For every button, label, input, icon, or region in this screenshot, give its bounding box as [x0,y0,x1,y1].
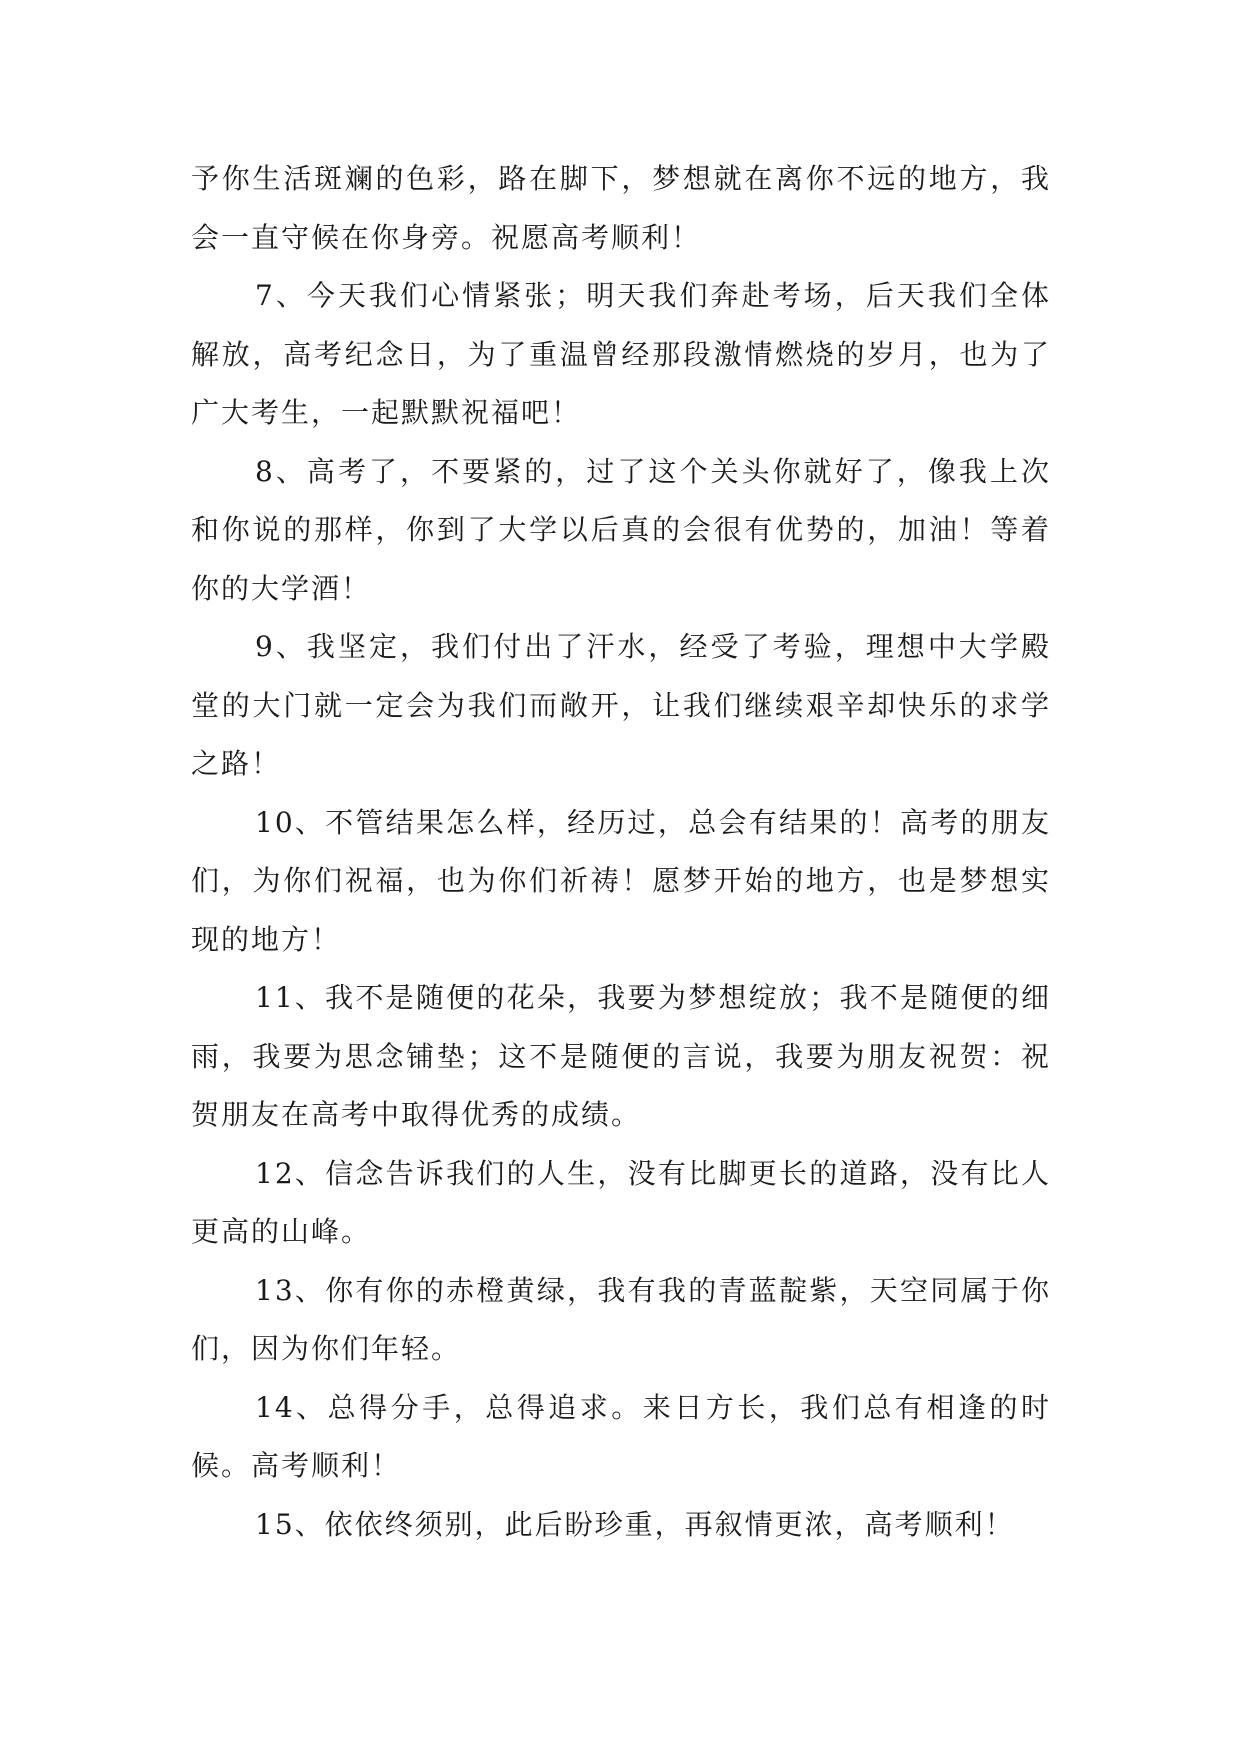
paragraph-item-11: 11、我不是随便的花朵，我要为梦想绽放；我不是随便的细雨，我要为思念铺垫；这不是随便的言说，我要为朋友祝贺：祝贺朋友在高考中取得优秀的成绩。 [191,981,1051,1131]
paragraph-continuation: 予你生活斑斓的色彩，路在脚下，梦想就在离你不远的地方，我会一直守候在你身旁。祝愿高考顺利！ [191,162,1051,254]
paragraph-item-9: 9、我坚定，我们付出了汗水，经受了考验，理想中大学殿堂的大门就一定会为我们而敞开，让我们继续艰辛却快乐的求学之路！ [191,630,1051,780]
paragraph-item-12: 12、信念告诉我们的人生，没有比脚更长的道路，没有比人更高的山峰。 [191,1156,1051,1248]
paragraph-item-15: 15、依依终须别，此后盼珍重，再叙情更浓，高考顺利！ [255,1507,1015,1541]
paragraph-item-13: 13、你有你的赤橙黄绿，我有我的青蓝靛紫，天空同属于你们，因为你们年轻。 [191,1273,1051,1365]
paragraph-item-8: 8、高考了，不要紧的，过了这个关头你就好了，像我上次和你说的那样，你到了大学以后真的会很有优势的，加油！等着你的大学酒！ [191,454,1051,605]
document-body [191,150,1051,1554]
paragraph-item-14: 14、总得分手，总得追求。来日方长，我们总有相逢的时候。高考顺利！ [191,1390,1051,1482]
paragraph-item-10: 10、不管结果怎么样，经历过，总会有结果的！高考的朋友们，为你们祝福，也为你们祈祷！愿梦开始的地方，也是梦想实现的地方！ [191,805,1051,956]
paragraph-item-7: 7、今天我们心情紧张；明天我们奔赴考场，后天我们全体解放，高考纪念日，为了重温曾经那段激情燃烧的岁月，也为了广大考生，一起默默祝福吧！ [191,279,1051,429]
